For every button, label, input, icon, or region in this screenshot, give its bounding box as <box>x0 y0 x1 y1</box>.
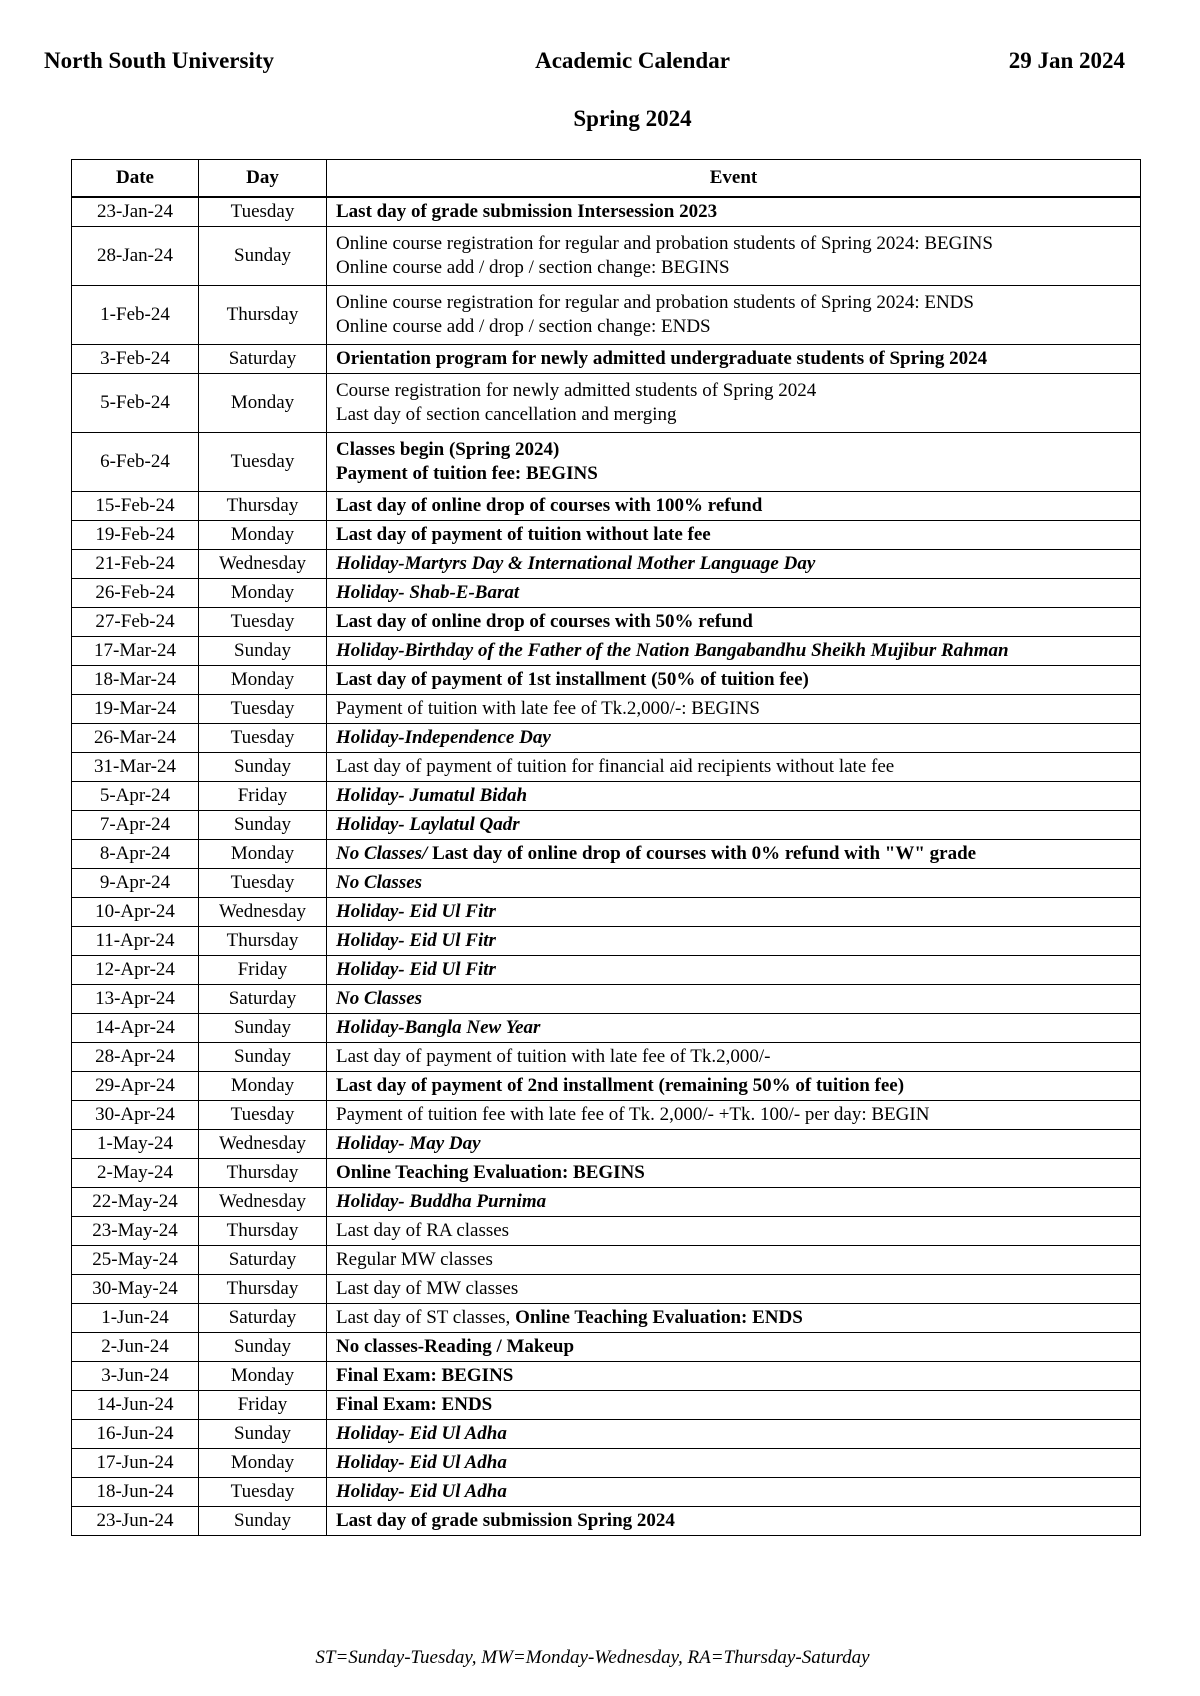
day-cell: Tuesday <box>199 869 327 898</box>
event-text: Course registration for newly admitted students of Spring 2024 <box>336 380 817 401</box>
event-cell <box>327 521 1141 550</box>
day-cell: Friday <box>199 782 327 811</box>
event-line <box>336 871 1140 895</box>
event-cell <box>327 927 1141 956</box>
day-cell: Monday <box>199 840 327 869</box>
date-cell: 2-Jun-24 <box>72 1333 199 1362</box>
table-row <box>72 374 1141 433</box>
table-row <box>72 1304 1141 1333</box>
day-cell: Sunday <box>199 1420 327 1449</box>
table-row <box>72 227 1141 286</box>
event-text: Holiday- Eid Ul Adha <box>336 1423 507 1444</box>
day-cell: Saturday <box>199 345 327 374</box>
schedule-legend: ST=Sunday-Tuesday, MW=Monday-Wednesday, RA=Thursday-Saturday <box>315 1647 870 1668</box>
date-cell: 15-Feb-24 <box>72 492 199 521</box>
date-cell: 6-Feb-24 <box>72 433 199 492</box>
event-text: Last day of payment of 1st installment (50% of tuition fee) <box>336 669 809 690</box>
event-text: Payment of tuition with late fee of Tk.2,000/-: BEGINS <box>336 698 760 719</box>
event-cell <box>327 1043 1141 1072</box>
event-text: Online Teaching Evaluation: BEGINS <box>336 1162 645 1183</box>
event-text: Online course registration for regular and probation students of Spring 2024: ENDS <box>336 292 974 313</box>
day-cell: Sunday <box>199 1043 327 1072</box>
date-cell: 3-Feb-24 <box>72 345 199 374</box>
document-date: 29 Jan 2024 <box>1008 48 1125 73</box>
date-cell: 22-May-24 <box>72 1188 199 1217</box>
event-line <box>336 1219 1140 1243</box>
date-cell: 28-Apr-24 <box>72 1043 199 1072</box>
event-cell <box>327 1478 1141 1507</box>
event-cell <box>327 433 1141 492</box>
event-line <box>336 610 1140 634</box>
table-row <box>72 1420 1141 1449</box>
day-cell: Thursday <box>199 286 327 345</box>
event-line <box>336 1509 1140 1533</box>
university-name: North South University <box>44 48 275 73</box>
date-cell: 3-Jun-24 <box>72 1362 199 1391</box>
event-cell <box>327 227 1141 286</box>
event-text: Online course add / drop / section change: BEGINS <box>336 257 730 278</box>
event-line <box>336 1190 1140 1214</box>
event-line <box>336 1161 1140 1185</box>
event-line <box>336 438 1140 462</box>
event-text: Online Teaching Evaluation: ENDS <box>515 1307 803 1328</box>
day-cell: Thursday <box>199 492 327 521</box>
day-cell: Friday <box>199 956 327 985</box>
event-text: Final Exam: ENDS <box>336 1394 493 1415</box>
day-cell: Saturday <box>199 1304 327 1333</box>
document-title: Academic Calendar <box>535 48 730 73</box>
date-cell: 18-Jun-24 <box>72 1478 199 1507</box>
event-text: Holiday- Eid Ul Fitr <box>336 930 496 951</box>
event-cell <box>327 869 1141 898</box>
event-line <box>336 315 1140 339</box>
event-text: Payment of tuition fee with late fee of Tk. 2,000/- +Tk. 100/- per day: BEGIN <box>336 1104 930 1125</box>
event-text: Holiday- Shab-E-Barat <box>336 582 520 603</box>
event-text: Classes begin (Spring 2024) <box>336 439 560 460</box>
day-cell: Sunday <box>199 1333 327 1362</box>
column-header-day: Day <box>199 160 327 198</box>
date-cell: 14-Jun-24 <box>72 1391 199 1420</box>
event-cell <box>327 1275 1141 1304</box>
event-line <box>336 842 1140 866</box>
table-row <box>72 1246 1141 1275</box>
day-cell: Tuesday <box>199 724 327 753</box>
event-line <box>336 1045 1140 1069</box>
event-text: Payment of tuition fee: BEGINS <box>336 463 598 484</box>
event-line <box>336 726 1140 750</box>
event-text: Holiday- Buddha Purnima <box>336 1191 547 1212</box>
event-text: Last day of RA classes <box>336 1220 510 1241</box>
event-cell <box>327 811 1141 840</box>
event-text: Last day of payment of tuition with late fee of Tk.2,000/- <box>336 1046 771 1067</box>
event-line <box>336 1306 1140 1330</box>
day-cell: Friday <box>199 1391 327 1420</box>
event-line <box>336 232 1140 256</box>
day-cell: Monday <box>199 666 327 695</box>
event-line <box>336 639 1140 663</box>
event-line <box>336 900 1140 924</box>
event-text: Last day of payment of 2nd installment (remaining 50% of tuition fee) <box>336 1075 905 1096</box>
table-row <box>72 550 1141 579</box>
table-row <box>72 1449 1141 1478</box>
date-cell: 30-May-24 <box>72 1275 199 1304</box>
table-row <box>72 1217 1141 1246</box>
event-cell <box>327 1130 1141 1159</box>
event-text: Holiday- Eid Ul Adha <box>336 1481 507 1502</box>
event-line <box>336 697 1140 721</box>
date-cell: 23-Jun-24 <box>72 1507 199 1536</box>
day-cell: Wednesday <box>199 1130 327 1159</box>
event-cell <box>327 840 1141 869</box>
table-row <box>72 286 1141 345</box>
table-row <box>72 666 1141 695</box>
table-row <box>72 608 1141 637</box>
event-text: Holiday-Birthday of the Father of the Nation Bangabandhu Sheikh Mujibur Rahman <box>336 640 1009 661</box>
table-row <box>72 724 1141 753</box>
event-cell <box>327 985 1141 1014</box>
event-line <box>336 581 1140 605</box>
event-text: Last day of online drop of courses with 0% refund with "W" grade <box>427 843 977 864</box>
event-text: Last day of grade submission Intersession 2023 <box>336 201 718 222</box>
event-cell <box>327 956 1141 985</box>
event-line <box>336 929 1140 953</box>
table-row <box>72 1333 1141 1362</box>
event-cell <box>327 550 1141 579</box>
event-cell <box>327 1159 1141 1188</box>
event-text: Holiday- Eid Ul Adha <box>336 1452 507 1473</box>
event-text: No Classes/ <box>336 843 428 864</box>
event-cell <box>327 345 1141 374</box>
table-row <box>72 985 1141 1014</box>
date-cell: 29-Apr-24 <box>72 1072 199 1101</box>
event-line <box>336 958 1140 982</box>
event-line <box>336 755 1140 779</box>
day-cell: Monday <box>199 521 327 550</box>
date-cell: 11-Apr-24 <box>72 927 199 956</box>
date-cell: 26-Feb-24 <box>72 579 199 608</box>
date-cell: 19-Feb-24 <box>72 521 199 550</box>
event-text: Holiday-Bangla New Year <box>336 1017 541 1038</box>
event-line <box>336 1364 1140 1388</box>
event-text: Last day of payment of tuition without late fee <box>336 524 711 545</box>
event-text: Holiday- Laylatul Qadr <box>336 814 520 835</box>
table-row <box>72 1507 1141 1536</box>
event-line <box>336 256 1140 280</box>
date-cell: 17-Mar-24 <box>72 637 199 666</box>
date-cell: 12-Apr-24 <box>72 956 199 985</box>
event-line <box>336 1480 1140 1504</box>
event-line <box>336 347 1140 371</box>
date-cell: 10-Apr-24 <box>72 898 199 927</box>
event-text: Online course registration for regular and probation students of Spring 2024: BEGINS <box>336 233 993 254</box>
event-line <box>336 1248 1140 1272</box>
event-cell <box>327 1217 1141 1246</box>
date-cell: 5-Feb-24 <box>72 374 199 433</box>
table-row <box>72 1043 1141 1072</box>
day-cell: Saturday <box>199 985 327 1014</box>
day-cell: Monday <box>199 1449 327 1478</box>
date-cell: 17-Jun-24 <box>72 1449 199 1478</box>
table-row <box>72 898 1141 927</box>
event-text: No Classes <box>336 872 423 893</box>
event-cell <box>327 1507 1141 1536</box>
date-cell: 27-Feb-24 <box>72 608 199 637</box>
event-cell <box>327 753 1141 782</box>
day-cell: Tuesday <box>199 695 327 724</box>
event-text: No classes-Reading / Makeup <box>336 1336 575 1357</box>
table-row <box>72 869 1141 898</box>
date-cell: 31-Mar-24 <box>72 753 199 782</box>
event-cell <box>327 1014 1141 1043</box>
header-row <box>72 160 1141 198</box>
event-text: Orientation program for newly admitted undergraduate students of Spring 2024 <box>336 348 988 369</box>
event-text: Last day of MW classes <box>336 1278 519 1299</box>
day-cell: Wednesday <box>199 1188 327 1217</box>
event-cell <box>327 1246 1141 1275</box>
table-row <box>72 637 1141 666</box>
day-cell: Thursday <box>199 1217 327 1246</box>
event-text: Holiday- Jumatul Bidah <box>336 785 528 806</box>
day-cell: Tuesday <box>199 608 327 637</box>
academic-calendar-table <box>71 159 1141 1536</box>
event-text: Final Exam: BEGINS <box>336 1365 514 1386</box>
date-cell: 13-Apr-24 <box>72 985 199 1014</box>
date-cell: 14-Apr-24 <box>72 1014 199 1043</box>
event-line <box>336 1016 1140 1040</box>
day-cell: Saturday <box>199 1246 327 1275</box>
event-line <box>336 379 1140 403</box>
day-cell: Monday <box>199 1072 327 1101</box>
event-text: No Classes <box>336 988 423 1009</box>
event-line <box>336 1335 1140 1359</box>
table-row <box>72 1362 1141 1391</box>
day-cell: Monday <box>199 579 327 608</box>
semester-title: Spring 2024 <box>573 106 692 131</box>
event-text: Online course add / drop / section change: ENDS <box>336 316 711 337</box>
date-cell: 5-Apr-24 <box>72 782 199 811</box>
table-row <box>72 345 1141 374</box>
day-cell: Wednesday <box>199 898 327 927</box>
event-cell <box>327 1333 1141 1362</box>
table-row <box>72 753 1141 782</box>
event-cell <box>327 898 1141 927</box>
table-row <box>72 1101 1141 1130</box>
event-text: Holiday- Eid Ul Fitr <box>336 901 496 922</box>
event-line <box>336 1393 1140 1417</box>
table-row <box>72 695 1141 724</box>
table-row <box>72 1391 1141 1420</box>
event-line <box>336 1451 1140 1475</box>
event-line <box>336 1103 1140 1127</box>
event-line <box>336 813 1140 837</box>
event-cell <box>327 374 1141 433</box>
event-cell <box>327 724 1141 753</box>
event-cell <box>327 782 1141 811</box>
event-text: Regular MW classes <box>336 1249 493 1270</box>
date-cell: 23-May-24 <box>72 1217 199 1246</box>
day-cell: Monday <box>199 1362 327 1391</box>
event-line <box>336 784 1140 808</box>
table-row <box>72 1188 1141 1217</box>
table-row <box>72 927 1141 956</box>
day-cell: Sunday <box>199 637 327 666</box>
event-cell <box>327 286 1141 345</box>
event-text: Last day of payment of tuition for financial aid recipients without late fee <box>336 756 895 777</box>
event-line <box>336 1074 1140 1098</box>
day-cell: Thursday <box>199 1159 327 1188</box>
table-row <box>72 521 1141 550</box>
table-row <box>72 579 1141 608</box>
day-cell: Wednesday <box>199 550 327 579</box>
table-row <box>72 492 1141 521</box>
event-text: Last day of section cancellation and merging <box>336 404 677 425</box>
date-cell: 23-Jan-24 <box>72 197 199 227</box>
event-cell <box>327 579 1141 608</box>
table-row <box>72 1014 1141 1043</box>
table-row <box>72 782 1141 811</box>
date-cell: 26-Mar-24 <box>72 724 199 753</box>
event-line <box>336 987 1140 1011</box>
event-text: Last day of ST classes, <box>336 1307 516 1328</box>
event-line <box>336 552 1140 576</box>
event-cell <box>327 1072 1141 1101</box>
date-cell: 30-Apr-24 <box>72 1101 199 1130</box>
event-text: Holiday- May Day <box>336 1133 481 1154</box>
event-cell <box>327 1188 1141 1217</box>
event-cell <box>327 608 1141 637</box>
date-cell: 1-Jun-24 <box>72 1304 199 1333</box>
table-row <box>72 1478 1141 1507</box>
event-text: Last day of online drop of courses with 50% refund <box>336 611 753 632</box>
day-cell: Tuesday <box>199 433 327 492</box>
day-cell: Thursday <box>199 927 327 956</box>
event-text: Last day of grade submission Spring 2024 <box>336 1510 675 1531</box>
event-line <box>336 1277 1140 1301</box>
event-line <box>336 403 1140 427</box>
event-cell <box>327 1304 1141 1333</box>
event-line <box>336 200 1140 224</box>
date-cell: 2-May-24 <box>72 1159 199 1188</box>
day-cell: Tuesday <box>199 1478 327 1507</box>
day-cell: Sunday <box>199 1014 327 1043</box>
event-line <box>336 523 1140 547</box>
table-row <box>72 1275 1141 1304</box>
day-cell: Sunday <box>199 1507 327 1536</box>
table-row <box>72 433 1141 492</box>
event-cell <box>327 637 1141 666</box>
table-row <box>72 1159 1141 1188</box>
date-cell: 9-Apr-24 <box>72 869 199 898</box>
date-cell: 18-Mar-24 <box>72 666 199 695</box>
date-cell: 21-Feb-24 <box>72 550 199 579</box>
day-cell: Sunday <box>199 811 327 840</box>
table-row <box>72 197 1141 227</box>
event-cell <box>327 1449 1141 1478</box>
date-cell: 7-Apr-24 <box>72 811 199 840</box>
event-text: Holiday- Eid Ul Fitr <box>336 959 496 980</box>
day-cell: Tuesday <box>199 1101 327 1130</box>
table-row <box>72 811 1141 840</box>
day-cell: Tuesday <box>199 197 327 227</box>
date-cell: 25-May-24 <box>72 1246 199 1275</box>
date-cell: 1-May-24 <box>72 1130 199 1159</box>
event-cell <box>327 666 1141 695</box>
event-line <box>336 494 1140 518</box>
date-cell: 19-Mar-24 <box>72 695 199 724</box>
day-cell: Thursday <box>199 1275 327 1304</box>
day-cell: Sunday <box>199 227 327 286</box>
day-cell: Monday <box>199 374 327 433</box>
table-row <box>72 1130 1141 1159</box>
column-header-date: Date <box>72 160 199 198</box>
table-row <box>72 956 1141 985</box>
table-body <box>72 197 1141 1536</box>
event-cell <box>327 197 1141 227</box>
date-cell: 8-Apr-24 <box>72 840 199 869</box>
date-cell: 28-Jan-24 <box>72 227 199 286</box>
event-cell <box>327 1391 1141 1420</box>
column-header-event: Event <box>327 160 1141 198</box>
event-line <box>336 291 1140 315</box>
event-cell <box>327 1420 1141 1449</box>
date-cell: 16-Jun-24 <box>72 1420 199 1449</box>
table-row <box>72 1072 1141 1101</box>
event-line <box>336 1132 1140 1156</box>
event-line <box>336 462 1140 486</box>
event-line <box>336 668 1140 692</box>
table-header <box>72 160 1141 198</box>
event-cell <box>327 1101 1141 1130</box>
date-cell: 1-Feb-24 <box>72 286 199 345</box>
table-row <box>72 840 1141 869</box>
event-text: Holiday-Martyrs Day & International Mother Language Day <box>336 553 816 574</box>
event-cell <box>327 695 1141 724</box>
event-cell <box>327 1362 1141 1391</box>
event-line <box>336 1422 1140 1446</box>
event-cell <box>327 492 1141 521</box>
day-cell: Sunday <box>199 753 327 782</box>
event-text: Last day of online drop of courses with 100% refund <box>336 495 763 516</box>
event-text: Holiday-Independence Day <box>336 727 551 748</box>
